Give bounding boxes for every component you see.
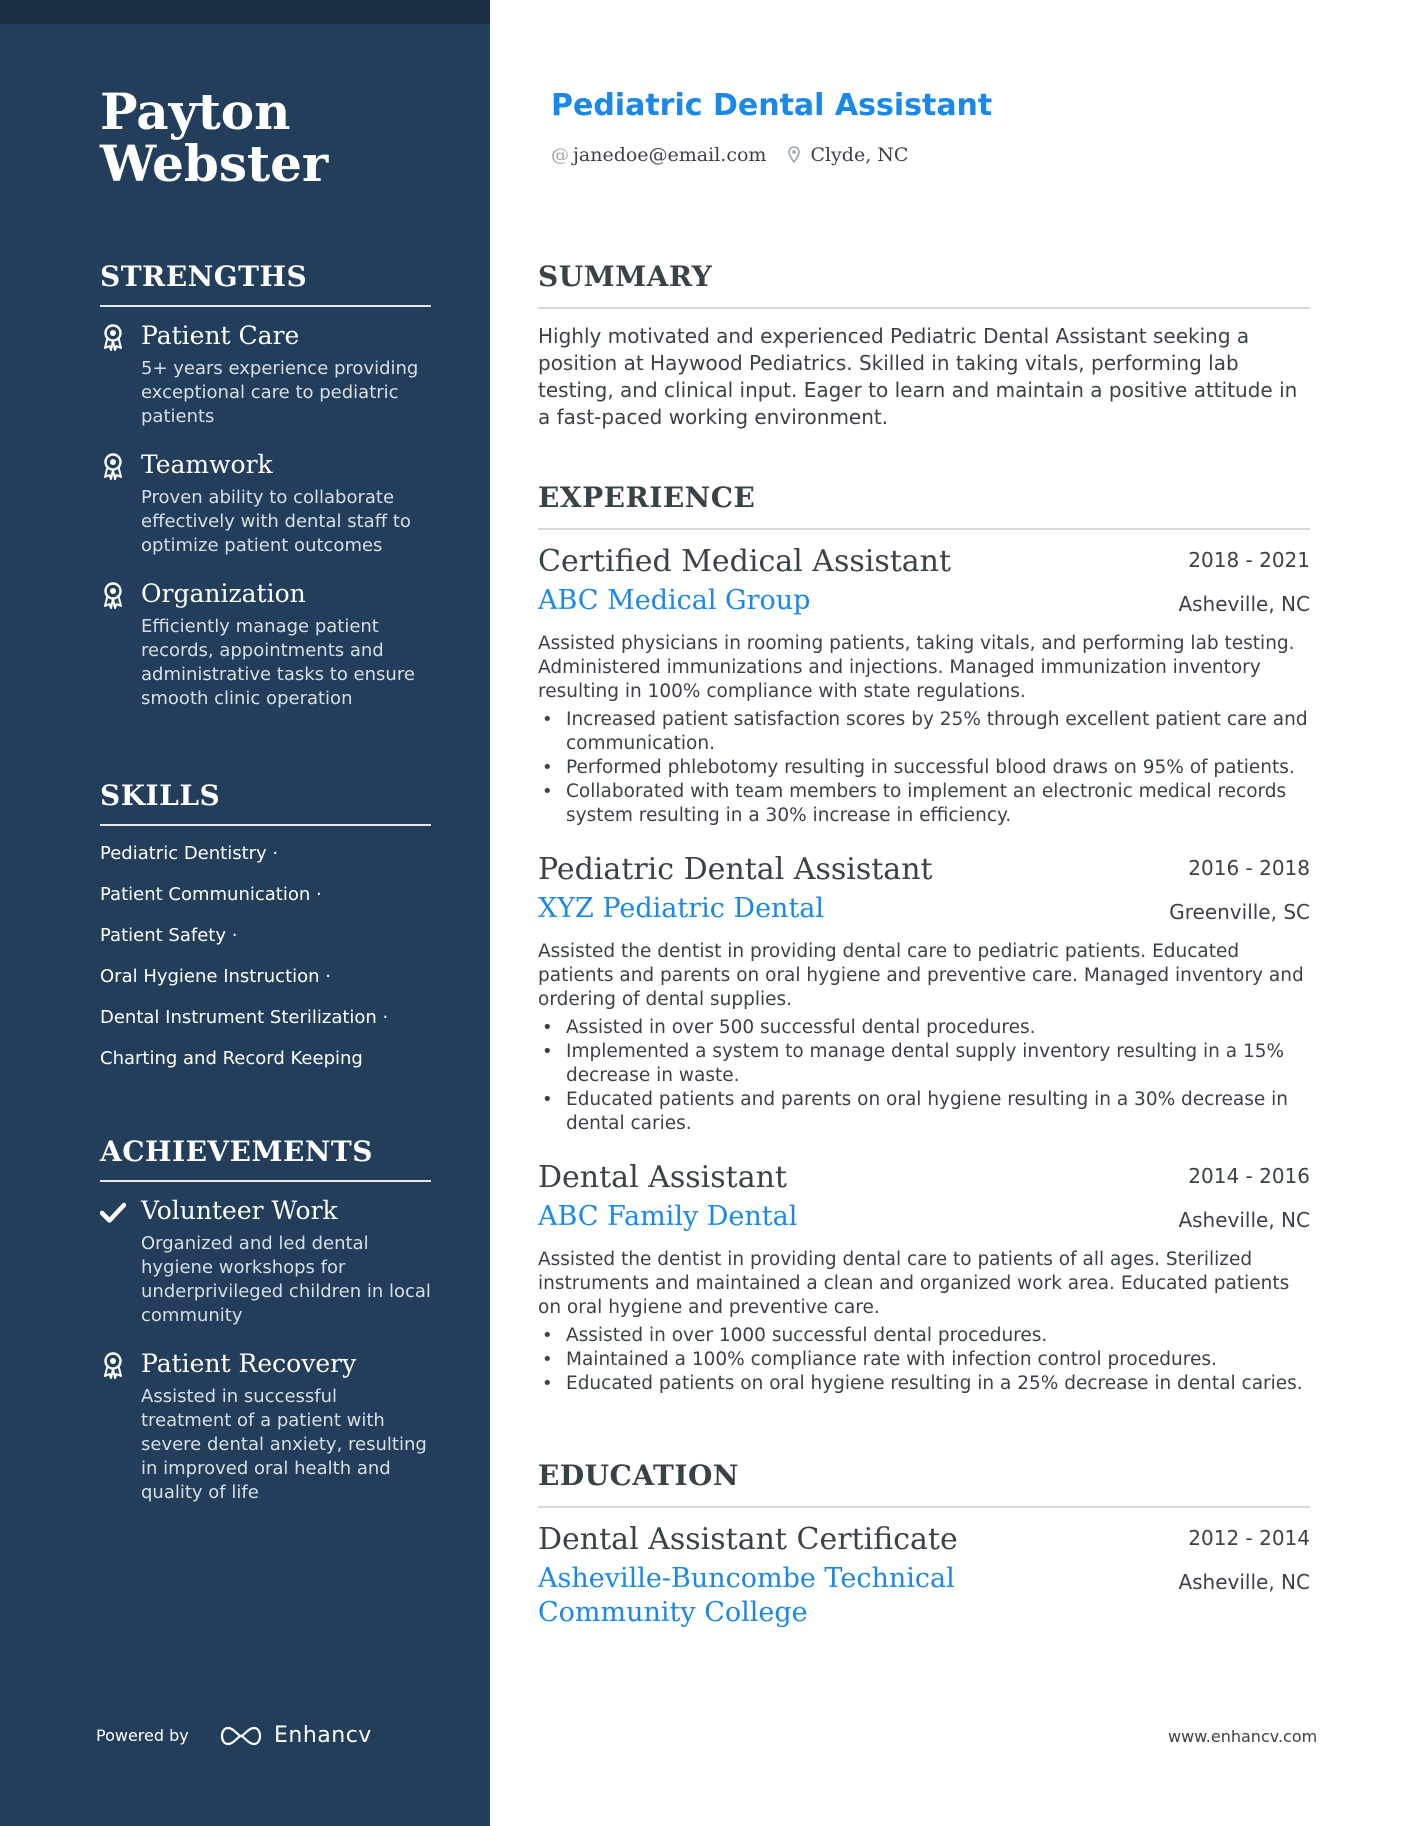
bullet-item: • Collaborated with team members to implement an electronic medical records system resulting in a 30% increase in efficiency. [538, 780, 1310, 828]
experience-role: Dental Assistant [538, 1160, 787, 1195]
summary-text: Highly motivated and experienced Pediatric Dental Assistant seeking a position at Haywood Pediatrics. Skilled in taking vitals, performing lab testing, and clinical input. Eager to learn and maintain a positive attitude in a fast-paced working environment. [538, 324, 1298, 429]
experience-location: Greenville, SC [1169, 900, 1310, 924]
achievements-heading: ACHIEVEMENTS [100, 1134, 431, 1182]
enhancv-brand-name[interactable]: Enhancv [274, 1723, 372, 1748]
experience-dates: 2016 - 2018 [1188, 856, 1310, 880]
strength-item [100, 319, 431, 429]
experience-bullets [538, 708, 1310, 828]
experience-location: Asheville, NC [1178, 1208, 1310, 1232]
experience-entry [538, 1158, 1310, 1396]
skill-item: Oral Hygiene Instruction · [100, 966, 331, 987]
skills-heading: SKILLS [100, 778, 431, 826]
bullet-item: • Implemented a system to manage dental supply inventory resulting in a 15% decrease in waste. [538, 1040, 1310, 1088]
education-degree: Dental Assistant Certificate [538, 1522, 958, 1557]
achievement-item [100, 1194, 431, 1328]
experience-dates: 2014 - 2016 [1188, 1164, 1310, 1188]
award-icon [100, 452, 126, 480]
bullet-item: • Maintained a 100% compliance rate with infection control procedures. [538, 1348, 1310, 1372]
location-pin-icon [788, 146, 800, 164]
strength-description: Efficiently manage patient records, appointments and administrative tasks to ensure smooth clinic operation [141, 616, 415, 709]
skill-item: Patient Safety · [100, 925, 238, 946]
achievement-title: Volunteer Work [141, 1196, 338, 1225]
bullet-item: • Assisted in over 500 successful dental procedures. [538, 1016, 1310, 1040]
summary-heading: SUMMARY [538, 259, 1310, 309]
experience-role: Certified Medical Assistant [538, 544, 952, 579]
bullet-item: • Educated patients and parents on oral hygiene resulting in a 30% decrease in dental caries. [538, 1088, 1310, 1136]
experience-description: Assisted the dentist in providing dental care to pediatric patients. Educated patients and parents on oral hygiene and preventive care. Managed inventory and ordering of dental supplies. [538, 941, 1304, 1010]
strength-title: Teamwork [141, 450, 273, 479]
experience-dates: 2018 - 2021 [1188, 548, 1310, 572]
enhancv-logo-icon[interactable] [216, 1720, 266, 1752]
education-dates: 2012 - 2014 [1188, 1526, 1310, 1550]
achievement-item [100, 1347, 431, 1505]
strengths-heading: STRENGTHS [100, 259, 431, 307]
achievement-title: Patient Recovery [141, 1349, 357, 1378]
footer-website-link[interactable]: www.enhancv.com [1168, 1727, 1318, 1746]
experience-heading: EXPERIENCE [538, 480, 1310, 530]
powered-by-label: Powered by [96, 1726, 189, 1745]
experience-description: Assisted the dentist in providing dental care to patients of all ages. Sterilized instruments and maintained a clean and organized work area. Educated patients on oral hygiene and preventive care. [538, 1249, 1290, 1318]
bullet-item: • Performed phlebotomy resulting in successful blood draws on 95% of patients. [538, 756, 1310, 780]
at-sign-icon: @ [551, 144, 569, 166]
achievements-section [100, 1134, 431, 1505]
summary-section [538, 259, 1310, 431]
candidate-name [100, 82, 460, 193]
experience-company[interactable]: ABC Family Dental [538, 1201, 798, 1232]
school-line-2: Community College [538, 1597, 808, 1628]
name-line-2: Webster [100, 134, 329, 193]
bullet-item: • Educated patients on oral hygiene resulting in a 25% decrease in dental caries. [538, 1372, 1310, 1396]
strength-description: 5+ years experience providing exceptional care to pediatric patients [141, 358, 419, 427]
contact-email[interactable]: janedoe@email.com [573, 144, 767, 166]
strength-title: Patient Care [141, 321, 300, 350]
experience-bullets [538, 1016, 1310, 1136]
strengths-section [100, 259, 431, 711]
experience-company[interactable]: XYZ Pediatric Dental [538, 893, 825, 924]
education-heading: EDUCATION [538, 1458, 1310, 1508]
experience-location: Asheville, NC [1178, 592, 1310, 616]
bullet-item: • Increased patient satisfaction scores by 25% through excellent patient care and communication. [538, 708, 1310, 756]
skills-section [100, 778, 431, 1088]
experience-bullets [538, 1324, 1310, 1396]
experience-entry [538, 850, 1310, 1136]
contact-location: Clyde, NC [810, 144, 909, 166]
achievement-description: Assisted in successful treatment of a patient with severe dental anxiety, resulting in improved oral health and quality of life [141, 1386, 427, 1503]
strength-title: Organization [141, 579, 306, 608]
name-line-1: Payton [100, 82, 291, 141]
bullet-item: • Assisted in over 1000 successful dental procedures. [538, 1324, 1310, 1348]
school-line-1: Asheville-Buncombe Technical [538, 1563, 955, 1594]
experience-entry [538, 542, 1310, 828]
checkmark-icon [100, 1198, 126, 1226]
skills-list [100, 842, 431, 1088]
strength-item [100, 577, 431, 711]
skill-item: Dental Instrument Sterilization · [100, 1007, 389, 1028]
experience-description: Assisted physicians in rooming patients, taking vitals, and performing lab testing. Administered immunizations and injections. Managed immunization inventory resulting in 100% compliance with state regulations. [538, 633, 1295, 702]
sidebar-top-bar [0, 0, 490, 24]
skill-item: Pediatric Dentistry · [100, 843, 279, 864]
experience-role: Pediatric Dental Assistant [538, 852, 933, 887]
education-location: Asheville, NC [1178, 1570, 1310, 1594]
award-icon [100, 1351, 126, 1379]
strength-description: Proven ability to collaborate effectively with dental staff to optimize patient outcomes [141, 487, 411, 556]
experience-company[interactable]: ABC Medical Group [538, 585, 811, 616]
achievement-description: Organized and led dental hygiene workshops for underprivileged children in local community [141, 1233, 431, 1326]
award-icon [100, 581, 126, 609]
skill-item: Charting and Record Keeping [100, 1048, 363, 1069]
award-icon [100, 323, 126, 351]
skill-item: Patient Communication · [100, 884, 322, 905]
contact-row [551, 141, 908, 169]
education-section [538, 1458, 1310, 1630]
education-entry [538, 1520, 1310, 1630]
target-job-title: Pediatric Dental Assistant [551, 88, 993, 123]
strength-item [100, 448, 431, 558]
experience-section [538, 480, 1310, 1396]
